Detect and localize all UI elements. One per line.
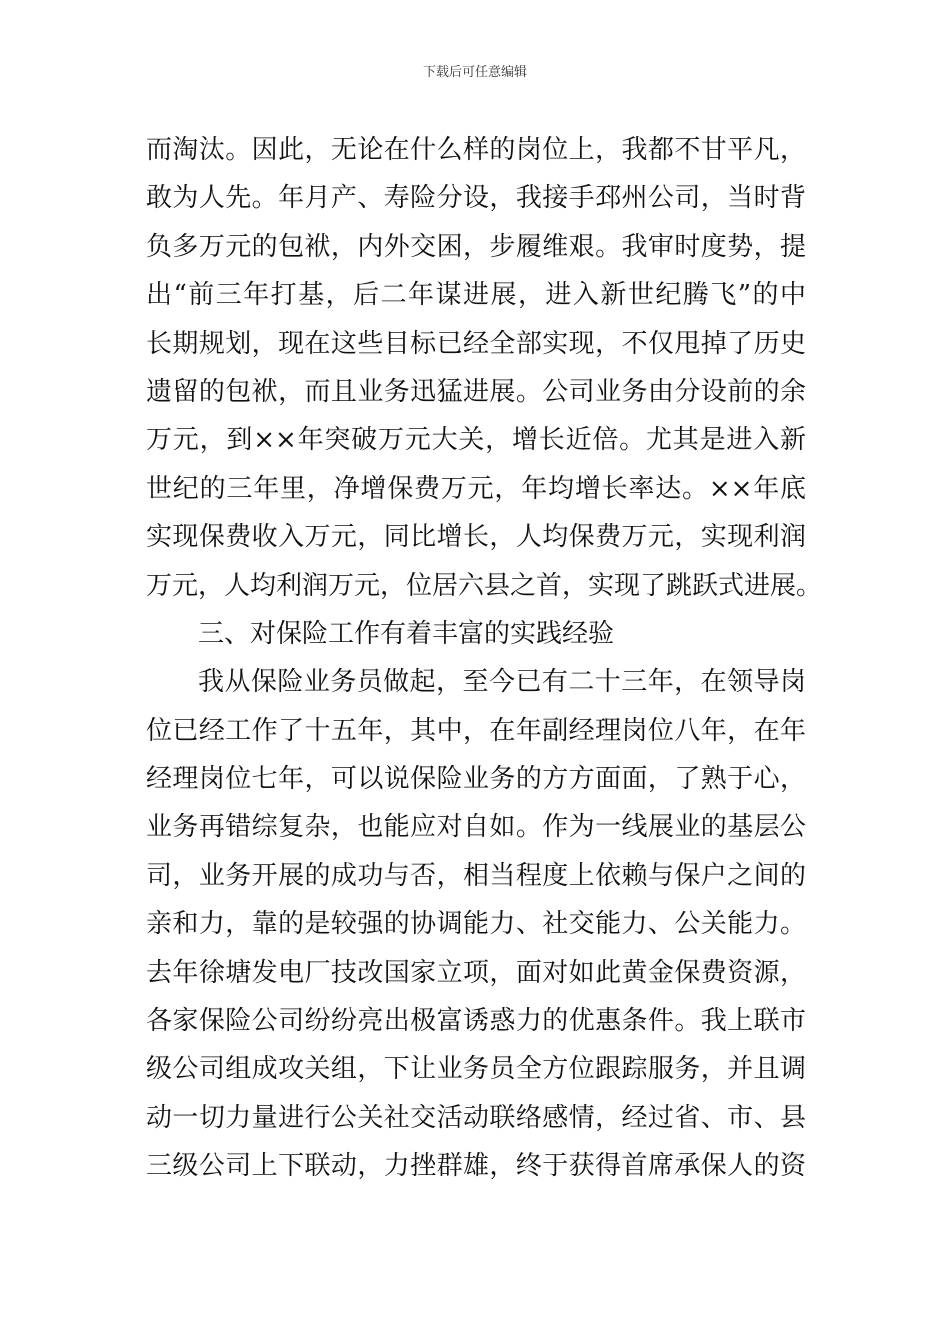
text-line: 业务再错综复杂，也能应对自如。作为一线展业的基层公 [146,812,806,843]
text-line: 我从保险业务员做起，至今已有二十三年，在领导岗 [198,667,806,698]
text-line: 敢为人先。年月产、寿险分设，我接手邳州公司，当时背 [146,183,806,214]
text-line: 万元，到××年突破万元大关，增长近倍。尤其是进入新 [146,425,806,456]
text-line: 出“前三年打基，后二年谋进展，进入新世纪腾飞”的中 [146,280,806,311]
body-text [146,126,823,1191]
text-line: 世纪的三年里，净增保费万元，年均增长率达。××年底 [146,473,806,504]
text-line: 长期规划，现在这些目标已经全部实现，不仅甩掉了历史 [146,328,806,359]
text-line: 级公司组成攻关组，下让业务员全方位跟踪服务，并且调 [146,1054,806,1085]
text-line: 遗留的包袱，而且业务迅猛进展。公司业务由分设前的余 [146,376,806,407]
text-line: 负多万元的包袱，内外交困，步履维艰。我审时度势，提 [146,231,806,262]
page-header: 下载后可任意编辑 [422,65,527,80]
text-line: 司，业务开展的成功与否，相当程度上依赖与保户之间的 [146,860,806,891]
text-line: 万元，人均利润万元，位居六县之首，实现了跳跃式进展。 [146,570,823,601]
text-line: 实现保费收入万元，同比增长，人均保费万元，实现利润 [146,522,806,553]
text-line: 去年徐塘发电厂技改国家立项，面对如此黄金保费资源， [146,957,806,988]
text-line: 三级公司上下联动，力挫群雄，终于获得首席承保人的资 [146,1151,806,1182]
text-line: 亲和力，靠的是较强的协调能力、社交能力、公关能力。 [146,909,806,940]
text-line: 经理岗位七年，可以说保险业务的方方面面，了熟于心， [146,764,806,795]
text-line: 动一切力量进行公关社交活动联络感情，经过省、市、县 [146,1102,806,1133]
section-heading: 三、对保险工作有着丰富的实践经验 [198,618,615,649]
text-line: 位已经工作了十五年，其中，在年副经理岗位八年，在年 [146,715,806,746]
text-line: 而淘汰。因此，无论在什么样的岗位上，我都不甘平凡， [146,135,806,165]
text-line: 各家保险公司纷纷亮出极富诱惑力的优惠条件。我上联市 [146,1006,806,1037]
